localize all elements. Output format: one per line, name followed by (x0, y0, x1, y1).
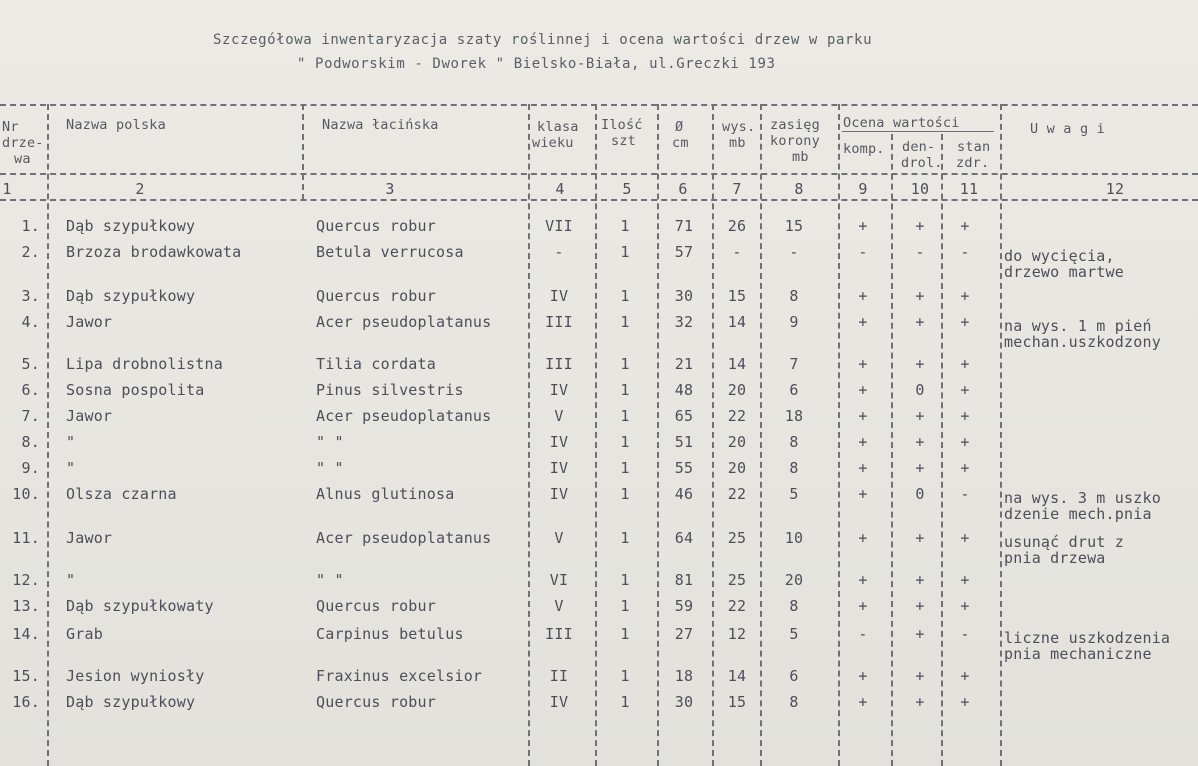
cell-diameter: 59 (674, 597, 694, 615)
cell-tree-number: 3. (21, 287, 40, 305)
column-separator (838, 104, 840, 766)
column-separator (760, 104, 762, 766)
cell-composition: + (858, 667, 868, 685)
cell-quantity: 1 (620, 485, 630, 503)
cell-crown-spread: - (789, 243, 799, 261)
cell-tree-number: 5. (21, 355, 40, 373)
cell-remarks-line: mechan.uszkodzony (1004, 333, 1161, 351)
cell-remarks-line: usunąć drut z (1004, 533, 1124, 551)
cell-age-class: III (545, 355, 573, 373)
document-title-line-1: Szczegółowa inwentaryzacja szaty roślinnej i ocena wartości drzew w parku (213, 32, 873, 48)
cell-crown-spread: 6 (789, 381, 799, 399)
cell-age-class: V (554, 407, 564, 425)
cell-polish-name: Jawor (66, 313, 113, 331)
cell-age-class: III (545, 625, 573, 643)
header-composition: komp. (843, 141, 885, 157)
cell-height: 12 (727, 625, 747, 643)
cell-polish-name: Grab (66, 625, 103, 643)
cell-age-class: IV (549, 381, 569, 399)
cell-composition: + (858, 355, 868, 373)
cell-age-class: V (554, 529, 564, 547)
cell-age-class: IV (549, 433, 569, 451)
cell-height: 15 (727, 693, 747, 711)
cell-dendrological: + (915, 287, 925, 305)
cell-age-class: IV (549, 287, 569, 305)
cell-quantity: 1 (620, 313, 630, 331)
column-separator (302, 104, 304, 200)
cell-dendrological: + (915, 571, 925, 589)
column-separator (528, 104, 530, 766)
cell-polish-name: " (66, 571, 76, 589)
cell-latin-name: Fraxinus excelsior (316, 667, 483, 685)
cell-latin-name: Acer pseudoplatanus (316, 407, 492, 425)
cell-quantity: 1 (620, 217, 630, 235)
cell-height: 26 (727, 217, 747, 235)
cell-dendrological: - (915, 243, 925, 261)
cell-composition: + (858, 407, 868, 425)
cell-health-state: + (960, 693, 970, 711)
cell-latin-name: Quercus robur (316, 693, 436, 711)
cell-dendrological: + (915, 459, 925, 477)
document-title-line-2: " Podworskim - Dworek " Bielsko-Biała, ul.Greczki 193 (297, 56, 776, 72)
cell-tree-number: 15. (12, 667, 40, 685)
cell-quantity: 1 (620, 597, 630, 615)
cell-health-state: + (960, 529, 970, 547)
cell-age-class: IV (549, 693, 569, 711)
cell-quantity: 1 (620, 287, 630, 305)
cell-remarks-line: na wys. 1 m pień (1004, 317, 1152, 335)
cell-health-state: + (960, 217, 970, 235)
cell-remarks-line: do wycięcia, (1004, 247, 1115, 265)
cell-age-class: IV (549, 459, 569, 477)
cell-diameter: 46 (674, 485, 694, 503)
cell-dendrological: + (915, 597, 925, 615)
column-separator (595, 104, 597, 766)
cell-health-state: + (960, 287, 970, 305)
cell-dendrological: 0 (915, 485, 925, 503)
cell-health-state: - (960, 485, 970, 503)
cell-diameter: 27 (674, 625, 694, 643)
cell-latin-name: Tilia cordata (316, 355, 436, 373)
cell-tree-number: 12. (12, 571, 40, 589)
cell-polish-name: Dąb szypułkowaty (66, 597, 214, 615)
cell-composition: + (858, 217, 868, 235)
header-remarks: U w a g i (1030, 121, 1105, 137)
cell-health-state: + (960, 597, 970, 615)
cell-polish-name: Olsza czarna (66, 485, 177, 503)
cell-composition: + (858, 287, 868, 305)
cell-age-class: - (554, 243, 564, 261)
cell-dendrological: + (915, 355, 925, 373)
cell-dendrological: + (915, 625, 925, 643)
header-value-assessment-underline (842, 131, 994, 132)
cell-composition: + (858, 381, 868, 399)
cell-latin-name: Quercus robur (316, 287, 436, 305)
cell-latin-name: Acer pseudoplatanus (316, 313, 492, 331)
cell-polish-name: Dąb szypułkowy (66, 217, 196, 235)
cell-crown-spread: 8 (789, 597, 799, 615)
cell-tree-number: 13. (12, 597, 40, 615)
cell-tree-number: 9. (21, 459, 40, 477)
cell-health-state: - (960, 243, 970, 261)
cell-height: - (732, 243, 742, 261)
cell-polish-name: Jesion wyniosły (66, 667, 205, 685)
cell-quantity: 1 (620, 407, 630, 425)
cell-diameter: 57 (674, 243, 694, 261)
cell-health-state: + (960, 571, 970, 589)
header-bottom-rule (0, 173, 1198, 175)
column-numbers-rule (0, 199, 1198, 201)
cell-remarks-line: liczne uszkodzenia (1004, 629, 1171, 647)
cell-dendrological: + (915, 529, 925, 547)
cell-composition: + (858, 459, 868, 477)
cell-polish-name: " (66, 433, 76, 451)
cell-quantity: 1 (620, 625, 630, 643)
cell-composition: - (858, 243, 868, 261)
header-value-assessment: Ocena wartości (843, 115, 960, 131)
cell-diameter: 71 (674, 217, 694, 235)
cell-height: 14 (727, 313, 747, 331)
cell-composition: + (858, 597, 868, 615)
cell-height: 20 (727, 381, 747, 399)
cell-health-state: + (960, 667, 970, 685)
cell-polish-name: Jawor (66, 407, 113, 425)
cell-height: 14 (727, 667, 747, 685)
cell-polish-name: Brzoza brodawkowata (66, 243, 242, 261)
cell-latin-name: Quercus robur (316, 597, 436, 615)
column-separator (891, 134, 893, 766)
cell-dendrological: 0 (915, 381, 925, 399)
cell-health-state: + (960, 407, 970, 425)
cell-tree-number: 4. (21, 313, 40, 331)
cell-age-class: IV (549, 485, 569, 503)
cell-polish-name: " (66, 459, 76, 477)
cell-composition: + (858, 693, 868, 711)
cell-health-state: - (960, 625, 970, 643)
column-separator (712, 104, 714, 766)
cell-latin-name: " " (316, 459, 344, 477)
cell-diameter: 30 (674, 693, 694, 711)
cell-diameter: 81 (674, 571, 694, 589)
cell-latin-name: Alnus glutinosa (316, 485, 455, 503)
cell-crown-spread: 8 (789, 459, 799, 477)
column-separator (941, 134, 943, 766)
cell-tree-number: 1. (21, 217, 40, 235)
cell-crown-spread: 20 (784, 571, 804, 589)
cell-crown-spread: 6 (789, 667, 799, 685)
cell-crown-spread: 5 (789, 485, 799, 503)
cell-age-class: VI (549, 571, 569, 589)
cell-health-state: + (960, 355, 970, 373)
cell-health-state: + (960, 433, 970, 451)
cell-composition: + (858, 571, 868, 589)
cell-age-class: II (549, 667, 569, 685)
cell-crown-spread: 18 (784, 407, 804, 425)
cell-composition: - (858, 625, 868, 643)
cell-height: 14 (727, 355, 747, 373)
cell-tree-number: 7. (21, 407, 40, 425)
cell-latin-name: Betula verrucosa (316, 243, 464, 261)
cell-remarks-line: drzewo martwe (1004, 263, 1124, 281)
cell-dendrological: + (915, 217, 925, 235)
cell-height: 25 (727, 529, 747, 547)
cell-age-class: V (554, 597, 564, 615)
cell-diameter: 18 (674, 667, 694, 685)
cell-health-state: + (960, 459, 970, 477)
cell-health-state: + (960, 381, 970, 399)
cell-composition: + (858, 433, 868, 451)
cell-crown-spread: 15 (784, 217, 804, 235)
cell-latin-name: Acer pseudoplatanus (316, 529, 492, 547)
cell-composition: + (858, 485, 868, 503)
cell-tree-number: 6. (21, 381, 40, 399)
cell-latin-name: Pinus silvestris (316, 381, 464, 399)
cell-latin-name: " " (316, 571, 344, 589)
cell-diameter: 65 (674, 407, 694, 425)
cell-tree-number: 11. (12, 529, 40, 547)
cell-polish-name: Jawor (66, 529, 113, 547)
cell-crown-spread: 9 (789, 313, 799, 331)
cell-remarks-line: pnia mechaniczne (1004, 645, 1152, 663)
cell-crown-spread: 7 (789, 355, 799, 373)
cell-quantity: 1 (620, 355, 630, 373)
header-latin-name: Nazwa łacińska (322, 117, 439, 133)
cell-quantity: 1 (620, 571, 630, 589)
cell-height: 25 (727, 571, 747, 589)
cell-polish-name: Dąb szypułkowy (66, 287, 196, 305)
cell-height: 22 (727, 597, 747, 615)
cell-quantity: 1 (620, 693, 630, 711)
column-separator (657, 104, 659, 766)
cell-diameter: 55 (674, 459, 694, 477)
cell-height: 20 (727, 459, 747, 477)
cell-remarks-line: na wys. 3 m uszko (1004, 489, 1161, 507)
cell-dendrological: + (915, 313, 925, 331)
cell-health-state: + (960, 313, 970, 331)
cell-composition: + (858, 529, 868, 547)
cell-dendrological: + (915, 433, 925, 451)
cell-tree-number: 2. (21, 243, 40, 261)
cell-crown-spread: 8 (789, 287, 799, 305)
cell-dendrological: + (915, 667, 925, 685)
cell-polish-name: Lipa drobnolistna (66, 355, 223, 373)
cell-polish-name: Dąb szypułkowy (66, 693, 196, 711)
cell-crown-spread: 5 (789, 625, 799, 643)
cell-height: 20 (727, 433, 747, 451)
cell-tree-number: 16. (12, 693, 40, 711)
column-separator (47, 104, 49, 766)
cell-latin-name: Carpinus betulus (316, 625, 464, 643)
cell-tree-number: 8. (21, 433, 40, 451)
cell-age-class: VII (545, 217, 573, 235)
cell-quantity: 1 (620, 433, 630, 451)
cell-diameter: 21 (674, 355, 694, 373)
cell-height: 15 (727, 287, 747, 305)
cell-quantity: 1 (620, 381, 630, 399)
cell-quantity: 1 (620, 667, 630, 685)
cell-crown-spread: 10 (784, 529, 804, 547)
cell-diameter: 64 (674, 529, 694, 547)
cell-diameter: 30 (674, 287, 694, 305)
cell-diameter: 32 (674, 313, 694, 331)
cell-crown-spread: 8 (789, 693, 799, 711)
column-separator (1000, 104, 1002, 766)
cell-polish-name: Sosna pospolita (66, 381, 205, 399)
cell-remarks-line: dzenie mech.pnia (1004, 505, 1152, 523)
cell-quantity: 1 (620, 529, 630, 547)
table-top-rule (0, 104, 1198, 106)
cell-age-class: III (545, 313, 573, 331)
cell-dendrological: + (915, 407, 925, 425)
cell-remarks-line: pnia drzewa (1004, 549, 1106, 567)
cell-quantity: 1 (620, 243, 630, 261)
cell-latin-name: Quercus robur (316, 217, 436, 235)
cell-tree-number: 10. (12, 485, 40, 503)
cell-height: 22 (727, 485, 747, 503)
header-polish-name: Nazwa polska (66, 117, 166, 133)
cell-height: 22 (727, 407, 747, 425)
typed-inventory-document: Szczegółowa inwentaryzacja szaty roślinnej i ocena wartości drzew w parku " Podworskim - Dworek " Bielsko-Biała, ul.Greczki 193 Nr drze- wa Nazwa polska Nazwa łacińska klasa wieku Ilość szt Ø cm wys. mb zasięg korony mb Ocena wartości komp. den- drol. stan zdr. U w a g i 1 2 3 4 5 6 7 8 9 10 11 12 1. Dąb szypułkowy Quercus robur VII 1 71 26 15 + + + 2. Brzoza brodawkowata Betula verrucosa - 1 57 - - - - - do wycięcia, drzewo martwe 3. Dąb szypułkowy Quercus robur IV 1 30 15 8 + + + 4. Jawor Acer pseudoplatanus III 1 32 14 9 + + + na wys. 1 m pień mechan.uszkodzony 5. Lipa drobnolistna Tilia cordata III 1 21 14 7 + + + 6. Sosna pospolita Pinus silvestris IV 1 48 20 6 + 0 + 7. Jawor Acer pseudoplatanus V 1 65 22 18 + + + 8. " " " IV 1 51 20 8 + + + 9. " " " IV 1 55 20 8 + + + 10. Olsza czarna Alnus glutinosa IV 1 46 22 5 + 0 - na wys. 3 m uszko dzenie mech.pnia 11. Jawor Acer pseudoplatanus V 1 64 25 10 + + + usunąć drut z pnia drzewa 12. " " " VI 1 81 25 20 + + + 13. Dąb szypułkowaty Quercus robur V 1 59 22 8 + + + 14. Grab Carpinus betulus III 1 27 12 5 - + - liczne uszkodzenia pnia mechaniczne 15. Jesion wyniosły Fraxinus excelsior II 1 18 14 6 + + + 16. Dąb szypułkowy Quercus robur IV 1 30 15 8 + + + (0, 0, 1198, 766)
cell-tree-number: 14. (12, 625, 40, 643)
cell-diameter: 51 (674, 433, 694, 451)
cell-latin-name: " " (316, 433, 344, 451)
cell-diameter: 48 (674, 381, 694, 399)
cell-composition: + (858, 313, 868, 331)
cell-quantity: 1 (620, 459, 630, 477)
cell-dendrological: + (915, 693, 925, 711)
cell-crown-spread: 8 (789, 433, 799, 451)
